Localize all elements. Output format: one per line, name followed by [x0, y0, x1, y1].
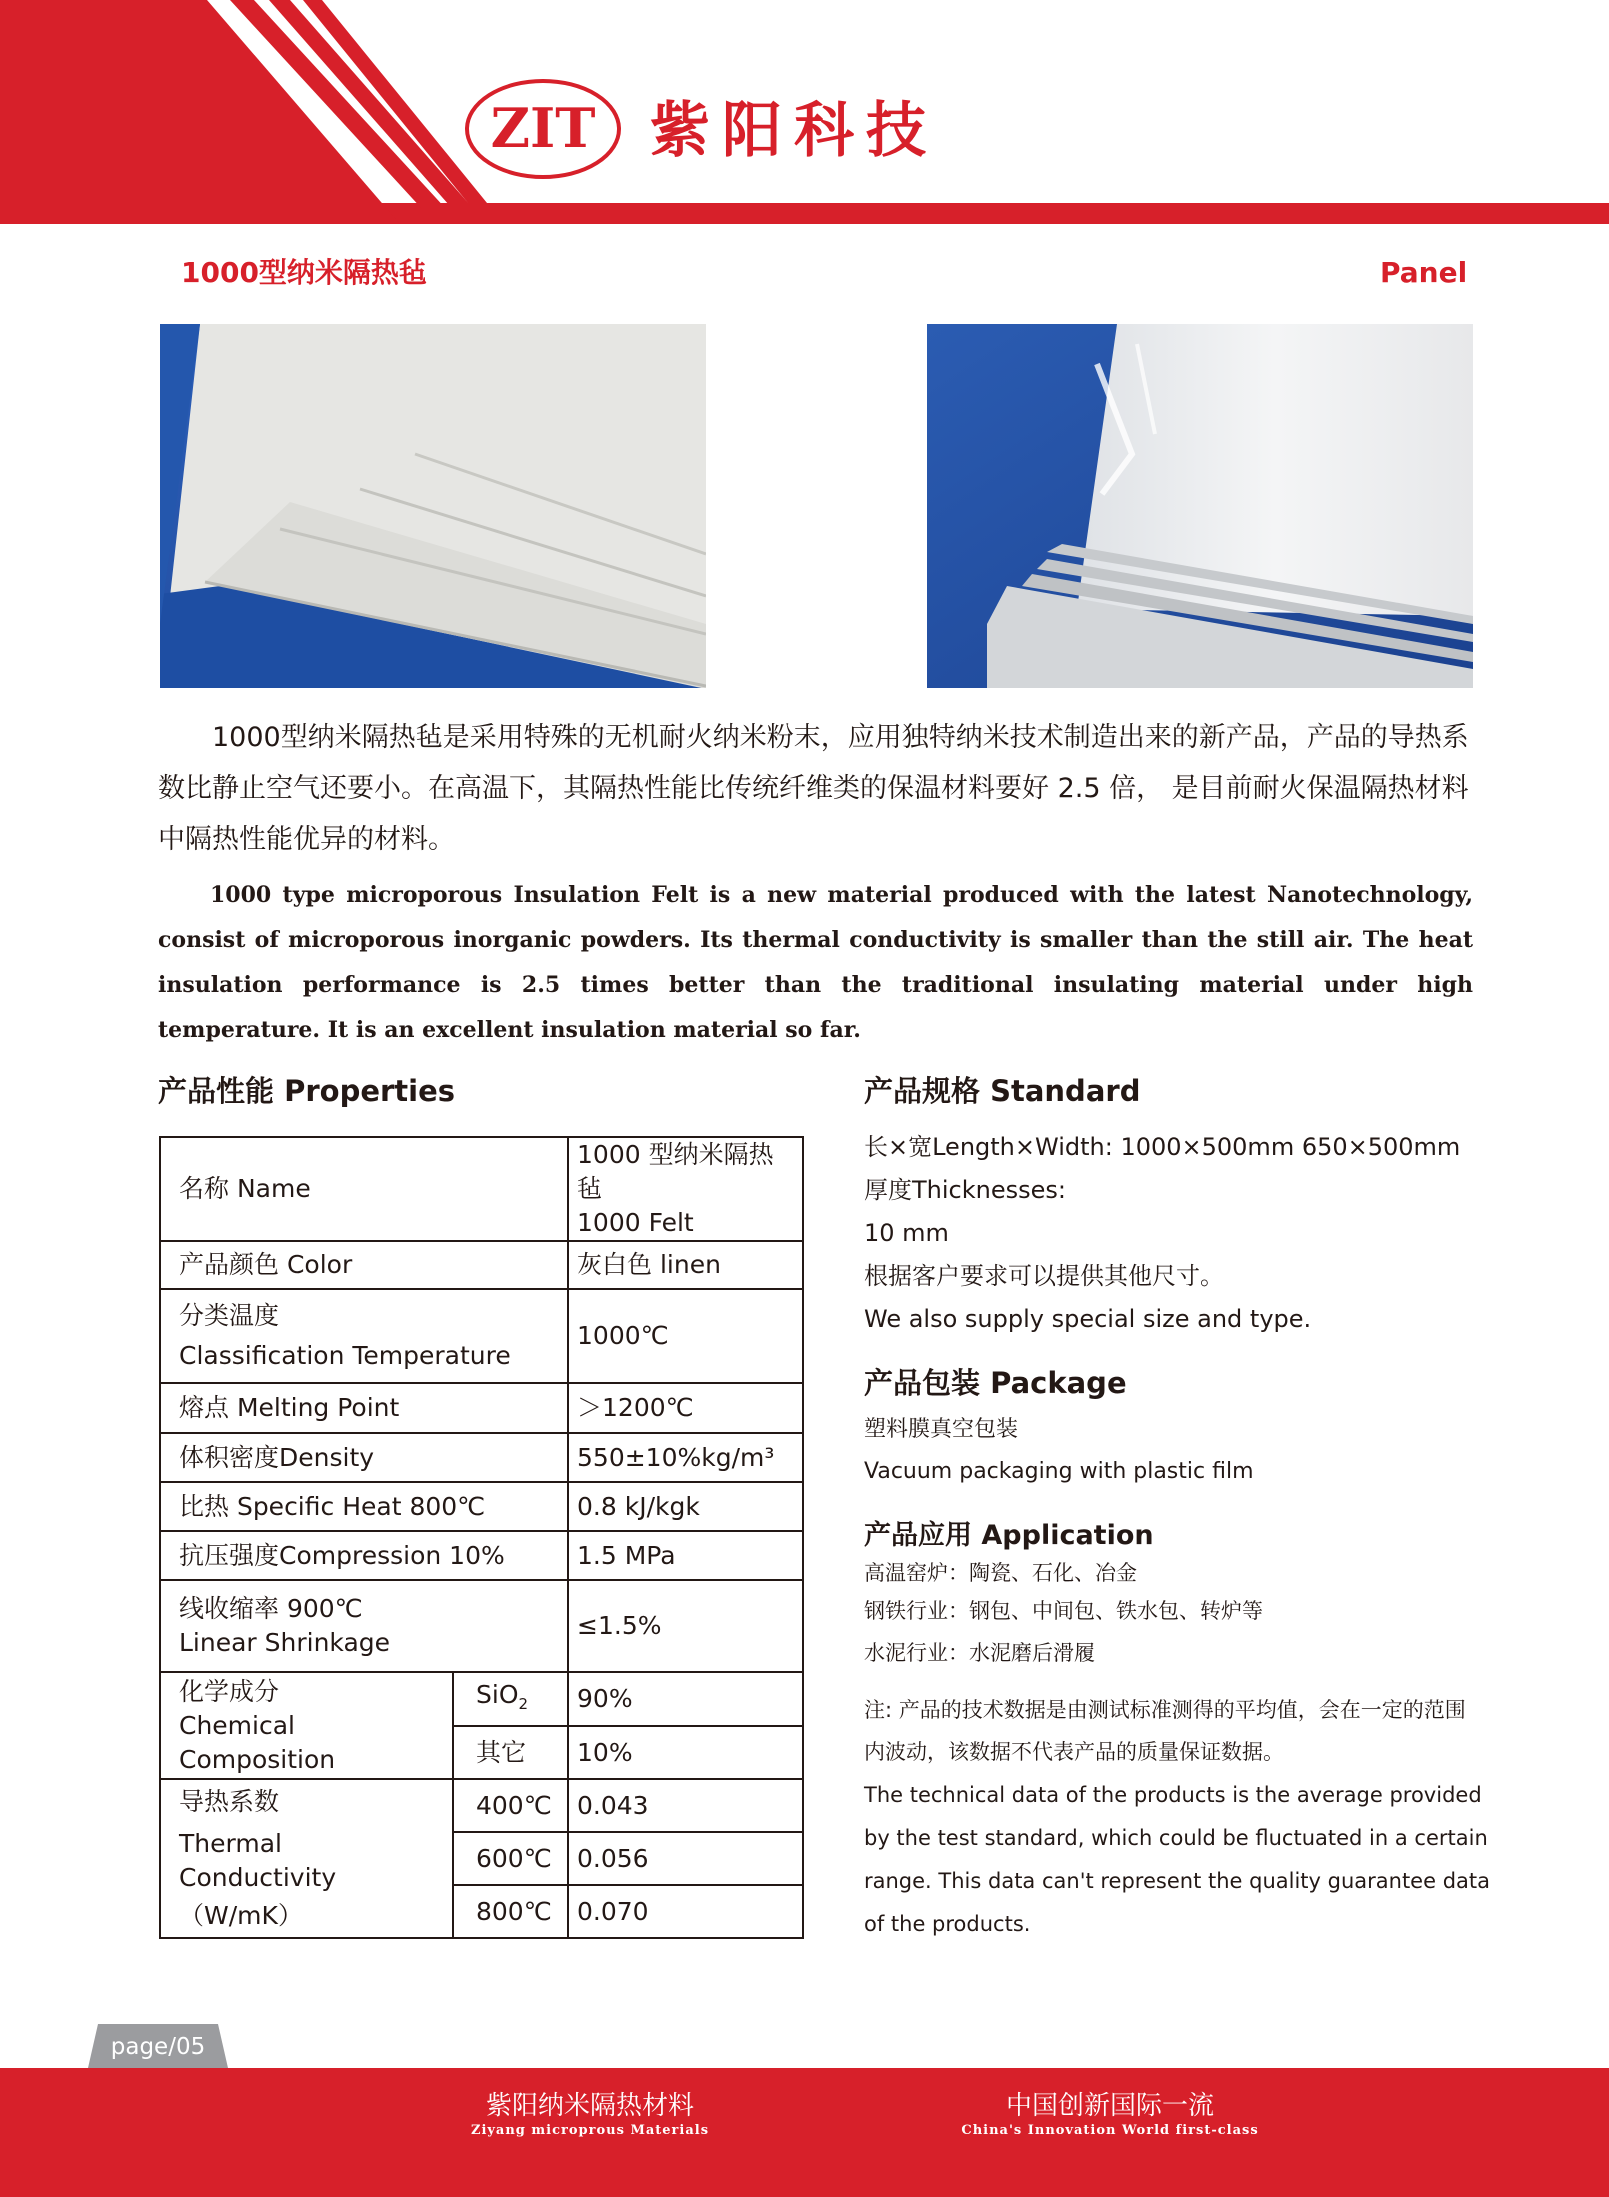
other-value: 10% [568, 1726, 803, 1779]
class-temp-value: 1000℃ [568, 1289, 803, 1383]
note-en-line: The technical data of the products is the average provided [864, 1783, 1482, 1807]
table-row [160, 1779, 803, 1832]
note-en-line: by the test standard, which could be fluctuated in a certain [864, 1826, 1488, 1850]
class-temp-label [160, 1289, 568, 1383]
product-title: 1000型纳米隔热毡 [181, 256, 427, 289]
application-heading: 产品应用 Application [864, 1520, 1154, 1551]
tc-value: 0.070 [568, 1885, 803, 1938]
package-cn: 塑料膜真空包装 [864, 1417, 1019, 1442]
table-row [160, 1241, 803, 1289]
density-label: 体积密度Density [160, 1433, 568, 1482]
table-row [160, 1433, 803, 1482]
note-cn-line: 注: 产品的技术数据是由测试标准测得的平均值，会在一定的范围 [864, 1698, 1466, 1722]
chem-label [160, 1672, 453, 1779]
name-value-en: 1000 Felt [577, 1208, 694, 1237]
tc-value: 0.043 [568, 1779, 803, 1832]
note-cn-line: 内波动，该数据不代表产品的质量保证数据。 [864, 1740, 1284, 1764]
product-subtitle: Panel [1380, 256, 1468, 289]
product-photo-stacked-panels [160, 324, 706, 688]
application-item: 钢铁行业：钢包、中间包、铁水包、转炉等 [864, 1599, 1263, 1623]
density-value: 550±10%kg/m³ [568, 1433, 803, 1482]
tc-label-en: Thermal Conductivity [179, 1828, 337, 1892]
sio2-base: SiO [476, 1679, 519, 1709]
table-row [160, 1580, 803, 1672]
tc-temp: 600℃ [453, 1832, 568, 1885]
table-row [160, 1383, 803, 1433]
tc-temp: 800℃ [453, 1885, 568, 1938]
shrinkage-value: ≤1.5% [568, 1580, 803, 1672]
other-label: 其它 [453, 1726, 568, 1779]
product-photo-wrapped-panels [927, 324, 1473, 688]
zit-logo [462, 74, 624, 184]
package-en: Vacuum packaging with plastic film [864, 1459, 1254, 1484]
properties-table [159, 1136, 804, 1939]
color-value: 灰白色 linen [568, 1241, 803, 1289]
standard-custom-cn: 根据客户要求可以提供其他尺寸。 [864, 1262, 1224, 1290]
table-row [160, 1672, 803, 1726]
chem-label-cn: 化学成分 [179, 1676, 280, 1706]
name-label: 名称 Name [160, 1137, 568, 1241]
table-row [160, 1482, 803, 1531]
note-en-line: of the products. [864, 1912, 1031, 1936]
footer-left-cn: 紫阳纳米隔热材料 [485, 2091, 694, 2121]
specific-heat-value: 0.8 kJ/kgk [568, 1482, 803, 1531]
application-item: 水泥行业：水泥磨后滑履 [864, 1641, 1095, 1665]
footer-band [0, 2068, 1609, 2197]
melting-label: 熔点 Melting Point [160, 1383, 568, 1433]
footer-right-cn: 中国创新国际一流 [1005, 2091, 1214, 2121]
compression-value: 1.5 MPa [568, 1531, 803, 1580]
tc-value: 0.056 [568, 1832, 803, 1885]
shrinkage-label-en: Linear Shrinkage [179, 1628, 391, 1657]
note-en-line: range. This data can't represent the quality guarantee data [864, 1869, 1491, 1893]
sio2-value: 90% [568, 1672, 803, 1726]
footer-left-en: Ziyang microprous Materials [470, 2123, 710, 2138]
footer-right-en: China's Innovation World first-class [961, 2123, 1259, 2138]
melting-value: ＞1200℃ [568, 1383, 803, 1433]
class-temp-label-cn: 分类温度 [179, 1301, 280, 1330]
standard-size: 长×宽Length×Width: 1000×500mm 650×500mm [864, 1133, 1461, 1161]
intro-english: 1000 type microporous Insulation Felt is a new material produced with the latest Nanotechnology, consist of microporous inorganic powders. Its thermal conductivity is smaller than the still air. The heat insulation performance is 2.5 times better than the traditional insulating material under high temperature. It is an excellent insulation material so far. [158, 882, 1473, 1043]
table-row [160, 1531, 803, 1580]
chem-label-en: Chemical Composition [179, 1710, 336, 1774]
shrinkage-label-cn: 线收缩率 900℃ [179, 1594, 363, 1623]
sio2-sub: 2 [518, 1694, 529, 1713]
table-row [160, 1289, 803, 1383]
standard-heading: 产品规格 Standard [864, 1074, 1141, 1108]
compression-label: 抗压强度Compression 10% [160, 1531, 568, 1580]
brand-name: 紫阳科技 [650, 96, 938, 166]
table-row [160, 1137, 803, 1241]
intro-chinese: 1000型纳米隔热毡是采用特殊的无机耐火纳米粉末，应用独特纳米技术制造出来的新产品，产品的导热系数比静止空气还要小。在高温下，其隔热性能比传统纤维类的保温材料要好 2.5 倍， 是目前耐火保温隔热材料中隔热性能优异的材料。 [158, 722, 1469, 855]
specific-heat-label: 比热 Specific Heat 800℃ [160, 1482, 568, 1531]
standard-thickness-value: 10 mm [864, 1219, 949, 1247]
package-heading: 产品包装 Package [864, 1366, 1127, 1400]
name-value [568, 1137, 803, 1241]
standard-custom-en: We also supply special size and type. [864, 1305, 1312, 1333]
standard-thickness-label: 厚度Thicknesses: [864, 1176, 1066, 1204]
application-item: 高温窑炉：陶瓷、石化、冶金 [864, 1561, 1137, 1585]
tc-label-cn: 导热系数 [179, 1786, 280, 1816]
color-label: 产品颜色 Color [160, 1241, 568, 1289]
properties-heading: 产品性能 Properties [158, 1074, 456, 1108]
class-temp-label-en: Classification Temperature [179, 1341, 511, 1370]
name-value-cn: 1000 型纳米隔热毡 [577, 1140, 774, 1203]
zit-logo-text: ZIT [490, 96, 596, 160]
sio2-label [453, 1672, 568, 1726]
shrinkage-label [160, 1580, 568, 1672]
tc-temp: 400℃ [453, 1779, 568, 1832]
tc-label [160, 1779, 453, 1938]
page-number: page/05 [110, 2034, 206, 2060]
tc-unit: （W/mK） [179, 1900, 303, 1930]
